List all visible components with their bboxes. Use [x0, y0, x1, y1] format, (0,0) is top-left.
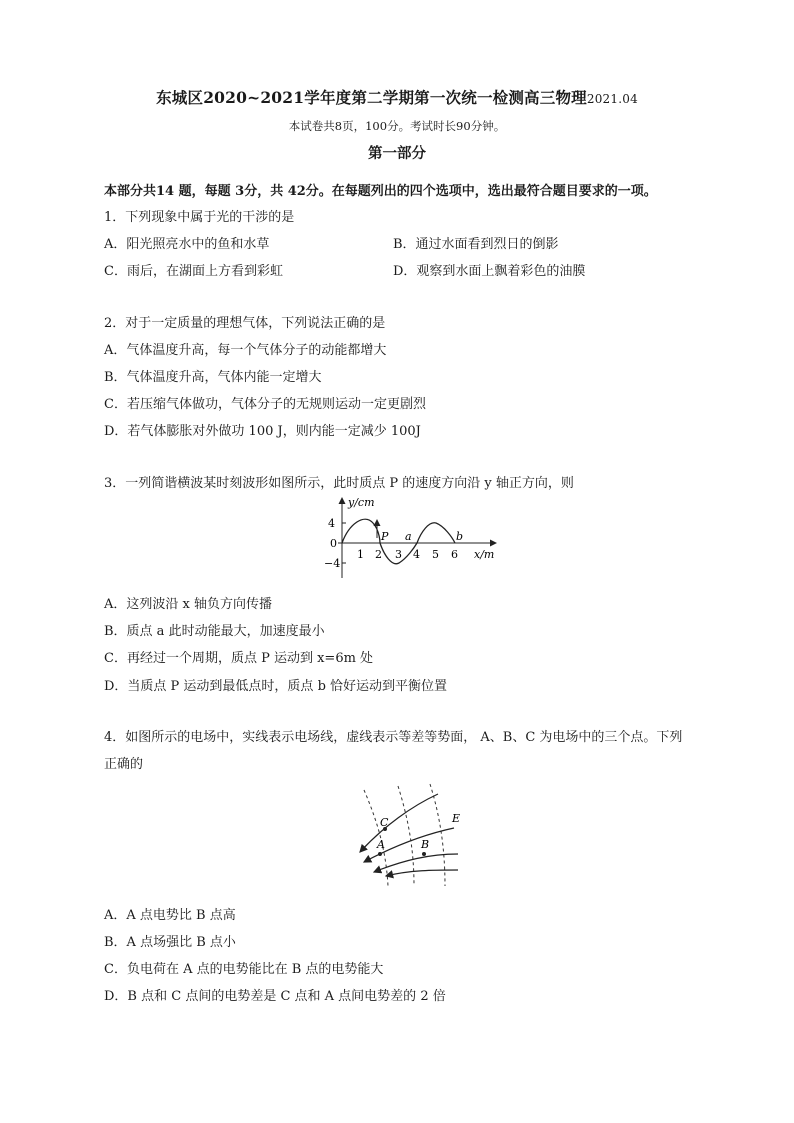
q1-option-a: A．阳光照亮水中的鱼和水草 — [104, 237, 270, 252]
q2-option-b: B．气体温度升高，气体内能一定增大 — [104, 370, 322, 385]
y-tick: 4 — [328, 517, 335, 530]
point-a-marker — [378, 852, 382, 856]
title-text: 东城区2020~2021学年度第二学期第一次统一检测高三物理 — [156, 88, 587, 107]
y-tick: −4 — [324, 557, 341, 570]
q4-stem-line1: 4．如图所示的电场中，实线表示电场线，虚线表示等差等势面， A、B、C 为电场中的三个点。下列 — [104, 730, 683, 745]
electric-field-figure — [342, 782, 467, 892]
x-tick: 4 — [413, 548, 420, 561]
section-heading: 第一部分 — [368, 145, 426, 162]
q3-option-a: A．这列波沿 x 轴负方向传播 — [104, 597, 272, 612]
point-p-label: P — [381, 530, 389, 543]
x-tick: 5 — [432, 548, 439, 561]
label-e: E — [452, 812, 461, 825]
label-c: C — [380, 816, 389, 829]
q2-option-a: A．气体温度升高，每一个气体分子的动能都增大 — [104, 343, 387, 358]
x-tick: 6 — [451, 548, 458, 561]
q1-option-c: C．雨后，在湖面上方看到彩虹 — [104, 264, 283, 279]
q1-stem: 1．下列现象中属于光的干涉的是 — [104, 210, 295, 225]
page-title — [0, 86, 794, 108]
title-date: 2021.04 — [586, 92, 638, 106]
y-tick: 0 — [330, 537, 337, 550]
point-b-label: b — [456, 530, 464, 543]
wave-figure — [318, 492, 508, 582]
label-b: B — [421, 838, 430, 851]
q2-stem: 2．对于一定质量的理想气体，下列说法正确的是 — [104, 316, 386, 331]
x-tick: 2 — [375, 548, 382, 561]
x-tick: 1 — [357, 548, 364, 561]
q1-option-d: D．观察到水面上飘着彩色的油膜 — [393, 264, 586, 279]
q1-option-b: B．通过水面看到烈日的倒影 — [393, 237, 559, 252]
q4-option-d: D．B 点和 C 点间的电势差是 C 点和 A 点间电势差的 2 倍 — [104, 989, 446, 1004]
q3-option-c: C．再经过一个周期，质点 P 运动到 x=6m 处 — [104, 651, 374, 666]
exam-info: 本试卷共8页，100分。考试时长90分钟。 — [288, 119, 506, 133]
q2-option-d: D．若气体膨胀对外做功 100 J，则内能一定减少 100J — [104, 424, 421, 439]
q4-option-a: A．A 点电势比 B 点高 — [104, 908, 236, 923]
field-line — [386, 870, 458, 876]
section-instructions: 本部分共14 题，每题 3分，共 42分。在每题列出的四个选项中，选出最符合题目要求的一项。 — [104, 184, 657, 199]
x-tick: 3 — [395, 548, 402, 561]
x-axis-label: x/m — [474, 548, 495, 561]
q3-stem: 3．一列简谐横波某时刻波形如图所示，此时质点 P 的速度方向沿 y 轴正方向，则 — [104, 476, 574, 491]
q2-option-c: C．若压缩气体做功，气体分子的无规则运动一定更剧烈 — [104, 397, 426, 412]
q4-stem-line2: 正确的 — [104, 757, 144, 772]
q4-option-b: B．A 点场强比 B 点小 — [104, 935, 236, 950]
label-a: A — [377, 838, 385, 851]
q3-option-d: D．当质点 P 运动到最低点时，质点 b 恰好运动到平衡位置 — [104, 679, 448, 694]
q3-option-b: B．质点 a 此时动能最大，加速度最小 — [104, 624, 325, 639]
equipotential-line — [398, 786, 414, 886]
field-line — [374, 854, 458, 872]
point-a-label: a — [405, 530, 412, 543]
q4-option-c: C．负电荷在 A 点的电势能比在 B 点的电势能大 — [104, 962, 384, 977]
point-b-marker — [422, 852, 426, 856]
y-axis-label: y/cm — [348, 496, 375, 509]
